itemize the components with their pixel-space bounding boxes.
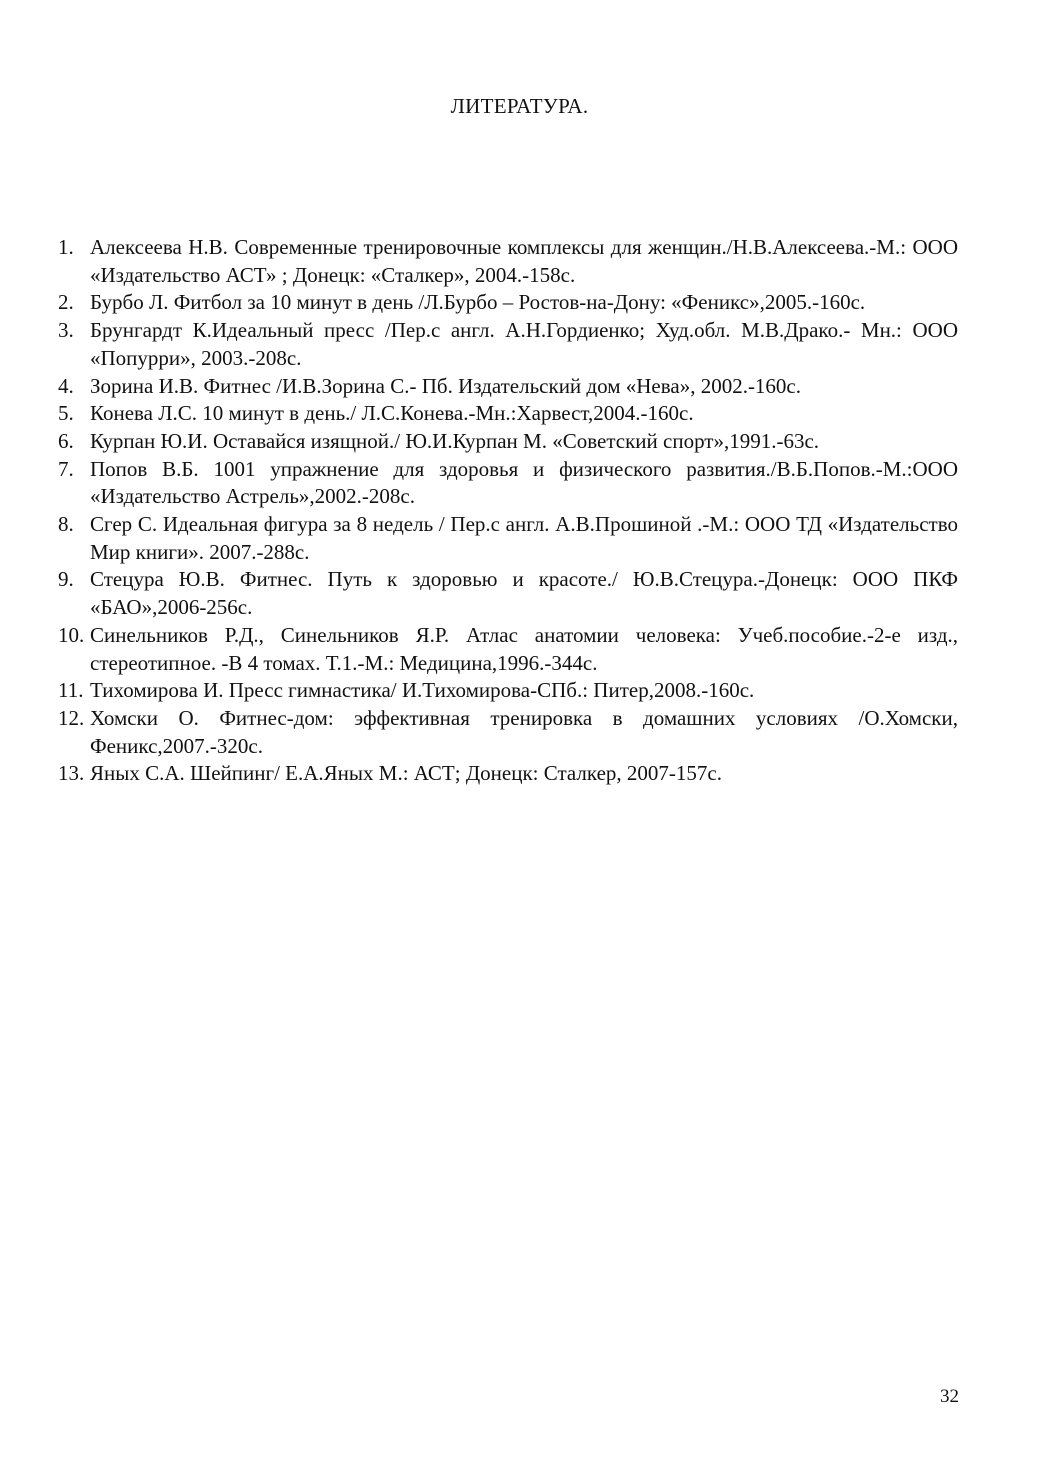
reference-item <box>58 456 958 511</box>
reference-number: 8. <box>58 512 74 537</box>
page-number: 32 <box>940 1386 959 1407</box>
reference-text: Хомски О. Фитнес-дом: эффективная тренировка в домашних условиях /О.Хомски, Феникс,2007.-320с. <box>90 705 958 758</box>
reference-item <box>58 566 958 621</box>
reference-text: Бурбо Л. Фитбол за 10 минут в день /Л.Бурбо – Ростов-на-Дону: «Феникс»,2005.-160с. <box>90 290 866 315</box>
reference-text: Алексеева Н.В. Современные тренировочные комплексы для женщин./Н.В.Алексеева.-М.: ООО «Издательство АСТ» ; Донецк: «Сталкер», 2004.-158с. <box>90 235 958 287</box>
reference-number: 11. <box>58 678 84 703</box>
reference-item <box>58 373 958 401</box>
reference-number: 3. <box>58 318 74 343</box>
reference-item <box>58 705 958 760</box>
reference-item <box>58 428 958 456</box>
reference-text: Сгер С. Идеальная фигура за 8 недель / Пер.с англ. А.В.Прошиной .-М.: ООО ТД «Издательство Мир книги». 2007.-288с. <box>90 512 958 564</box>
reference-number: 10. <box>58 622 85 647</box>
reference-list <box>58 234 958 788</box>
reference-item <box>58 622 958 677</box>
reference-number: 1. <box>58 235 74 259</box>
reference-item <box>58 511 958 566</box>
reference-text: Попов В.Б. 1001 упражнение для здоровья и физического развития./В.Б.Попов.-М.:ООО «Издательство Астрель»,2002.-208с. <box>90 456 958 509</box>
reference-text: Синельников Р.Д., Синельников Я.Р. Атлас анатомии человека: Учеб.пособие.-2-е изд., стереотипное. -В 4 томах. Т.1.-М.: Медицина,1996.-344с. <box>90 622 958 675</box>
reference-number: 5. <box>58 401 74 426</box>
reference-item <box>58 760 958 788</box>
reference-text: Стецура Ю.В. Фитнес. Путь к здоровью и красоте./ Ю.В.Стецура.-Донецк: ООО ПКФ «БАО»,2006-256с. <box>90 567 958 620</box>
reference-text: Конева Л.С. 10 минут в день./ Л.С.Конева.-Мн.:Харвест,2004.-160с. <box>90 401 694 426</box>
reference-item <box>58 234 958 289</box>
reference-number: 2. <box>58 290 74 315</box>
reference-number: 7. <box>58 456 74 481</box>
page-title: ЛИТЕРАТУРА. <box>450 94 589 118</box>
reference-item <box>58 289 958 317</box>
reference-text: Курпан Ю.И. Оставайся изящной./ Ю.И.Курпан М. «Советский спорт»,1991.-63с. <box>90 428 820 453</box>
reference-text: Зорина И.В. Фитнес /И.В.Зорина С.- Пб. Издательский дом «Нева», 2002.-160с. <box>90 373 802 398</box>
reference-text: Яных С.А. Шейпинг/ Е.А.Яных М.: АСТ; Донецк: Сталкер, 2007-157с. <box>90 761 722 786</box>
reference-text: Брунгардт К.Идеальный пресс /Пер.с англ. А.Н.Гордиенко; Худ.обл. М.В.Драко.- Мн.: ООО «Попурри», 2003.-208с. <box>90 318 958 370</box>
reference-item <box>58 400 958 428</box>
reference-number: 4. <box>58 373 74 398</box>
reference-item <box>58 317 958 372</box>
reference-number: 6. <box>58 428 74 453</box>
reference-number: 13. <box>58 761 85 786</box>
reference-number: 9. <box>58 567 74 592</box>
reference-number: 12. <box>58 705 85 730</box>
reference-text: Тихомирова И. Пресс гимнастика/ И.Тихомирова-СПб.: Питер,2008.-160с. <box>90 678 755 703</box>
reference-item <box>58 677 958 705</box>
